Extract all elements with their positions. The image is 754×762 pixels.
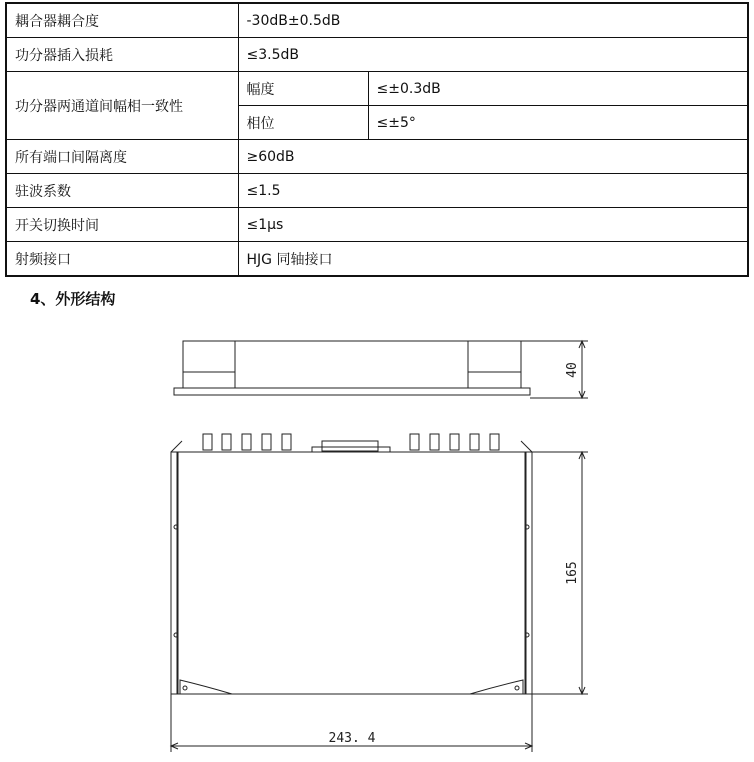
connectors-right bbox=[410, 434, 499, 450]
spec-value: ≥60dB bbox=[238, 140, 748, 174]
spec-value: ≤3.5dB bbox=[238, 38, 748, 72]
spec-label: 耦合器耦合度 bbox=[6, 3, 238, 38]
spec-label: 射频接口 bbox=[6, 242, 238, 277]
side-view bbox=[174, 341, 588, 398]
top-view-body bbox=[171, 441, 532, 694]
spec-sublabel: 幅度 bbox=[238, 72, 368, 106]
section-heading: 4、外形结构 bbox=[30, 290, 116, 308]
spec-label: 开关切换时间 bbox=[6, 208, 238, 242]
width-dimension-label: 243. 4 bbox=[328, 731, 376, 746]
spec-value: ≤1μs bbox=[238, 208, 748, 242]
spec-value: ≤±5° bbox=[368, 106, 748, 140]
spec-value: HJG 同轴接口 bbox=[238, 242, 748, 277]
spec-label: 功分器两通道间幅相一致性 bbox=[6, 72, 238, 140]
spec-label: 功分器插入损耗 bbox=[6, 38, 238, 72]
spec-sublabel: 相位 bbox=[238, 106, 368, 140]
dsub-connector bbox=[322, 441, 378, 451]
spec-label: 所有端口间隔离度 bbox=[6, 140, 238, 174]
spec-label: 驻波系数 bbox=[6, 174, 238, 208]
connectors-left bbox=[203, 434, 291, 450]
spec-value: -30dB±0.5dB bbox=[238, 3, 748, 38]
spec-value: ≤1.5 bbox=[238, 174, 748, 208]
depth-dimension-label: 165 bbox=[565, 561, 580, 585]
height-dimension-label: 40 bbox=[565, 362, 580, 378]
spec-value: ≤±0.3dB bbox=[368, 72, 748, 106]
